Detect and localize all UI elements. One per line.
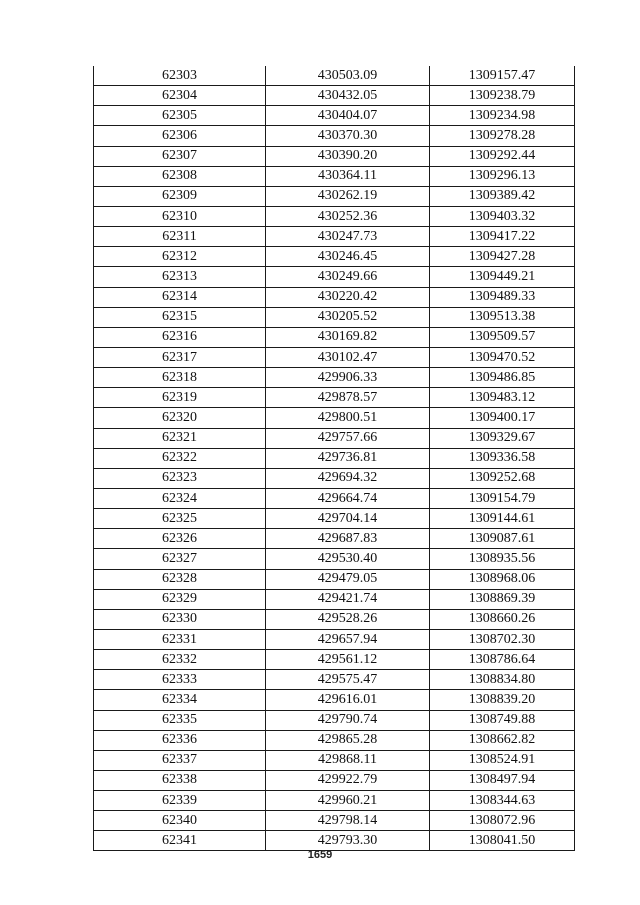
point-id-cell: 62314 — [94, 287, 266, 307]
y-coordinate-cell: 1308660.26 — [430, 609, 575, 629]
point-id-cell: 62326 — [94, 529, 266, 549]
point-id-cell: 62336 — [94, 730, 266, 750]
y-coordinate-cell: 1308834.80 — [430, 670, 575, 690]
point-id-cell: 62335 — [94, 710, 266, 730]
y-coordinate-cell: 1308497.94 — [430, 770, 575, 790]
x-coordinate-cell: 429530.40 — [266, 549, 430, 569]
x-coordinate-cell: 429800.51 — [266, 408, 430, 428]
x-coordinate-cell: 430404.07 — [266, 106, 430, 126]
table-row — [94, 126, 575, 146]
point-id-cell: 62310 — [94, 206, 266, 226]
point-id-cell: 62329 — [94, 589, 266, 609]
y-coordinate-cell: 1309513.38 — [430, 307, 575, 327]
point-id-cell: 62306 — [94, 126, 266, 146]
y-coordinate-cell: 1308869.39 — [430, 589, 575, 609]
table-row — [94, 589, 575, 609]
x-coordinate-cell: 430390.20 — [266, 146, 430, 166]
table-row — [94, 327, 575, 347]
table-row — [94, 347, 575, 367]
y-coordinate-cell: 1309234.98 — [430, 106, 575, 126]
x-coordinate-cell: 429868.11 — [266, 750, 430, 770]
y-coordinate-cell: 1309486.85 — [430, 368, 575, 388]
table-row — [94, 388, 575, 408]
table-row — [94, 247, 575, 267]
table-row — [94, 831, 575, 851]
x-coordinate-cell: 430432.05 — [266, 86, 430, 106]
y-coordinate-cell: 1308749.88 — [430, 710, 575, 730]
x-coordinate-cell: 430503.09 — [266, 66, 430, 86]
point-id-cell: 62328 — [94, 569, 266, 589]
table-row — [94, 106, 575, 126]
table-row — [94, 186, 575, 206]
table-row — [94, 609, 575, 629]
x-coordinate-cell: 429793.30 — [266, 831, 430, 851]
point-id-cell: 62304 — [94, 86, 266, 106]
x-coordinate-cell: 429616.01 — [266, 690, 430, 710]
y-coordinate-cell: 1308935.56 — [430, 549, 575, 569]
table-row — [94, 750, 575, 770]
page-number: 1659 — [307, 849, 333, 861]
x-coordinate-cell: 429687.83 — [266, 529, 430, 549]
point-id-cell: 62333 — [94, 670, 266, 690]
point-id-cell: 62325 — [94, 509, 266, 529]
y-coordinate-cell: 1308041.50 — [430, 831, 575, 851]
point-id-cell: 62315 — [94, 307, 266, 327]
table-row — [94, 227, 575, 247]
table-row — [94, 791, 575, 811]
x-coordinate-cell: 429421.74 — [266, 589, 430, 609]
x-coordinate-cell: 430249.66 — [266, 267, 430, 287]
table-row — [94, 549, 575, 569]
table-row — [94, 710, 575, 730]
y-coordinate-cell: 1309400.17 — [430, 408, 575, 428]
point-id-cell: 62309 — [94, 186, 266, 206]
point-id-cell: 62318 — [94, 368, 266, 388]
point-id-cell: 62330 — [94, 609, 266, 629]
table-row — [94, 650, 575, 670]
x-coordinate-cell: 430247.73 — [266, 227, 430, 247]
table-row — [94, 629, 575, 649]
point-id-cell: 62321 — [94, 428, 266, 448]
y-coordinate-cell: 1309389.42 — [430, 186, 575, 206]
x-coordinate-cell: 430370.30 — [266, 126, 430, 146]
x-coordinate-cell: 429664.74 — [266, 488, 430, 508]
x-coordinate-cell: 429528.26 — [266, 609, 430, 629]
table-row — [94, 267, 575, 287]
table-row — [94, 307, 575, 327]
y-coordinate-cell: 1309470.52 — [430, 347, 575, 367]
y-coordinate-cell: 1308839.20 — [430, 690, 575, 710]
x-coordinate-cell: 429960.21 — [266, 791, 430, 811]
table-row — [94, 428, 575, 448]
y-coordinate-cell: 1309087.61 — [430, 529, 575, 549]
table-row — [94, 509, 575, 529]
y-coordinate-cell: 1309329.67 — [430, 428, 575, 448]
y-coordinate-cell: 1309252.68 — [430, 468, 575, 488]
coordinates-table-body — [94, 66, 575, 851]
table-row — [94, 166, 575, 186]
y-coordinate-cell: 1309403.32 — [430, 206, 575, 226]
y-coordinate-cell: 1308344.63 — [430, 791, 575, 811]
x-coordinate-cell: 430262.19 — [266, 186, 430, 206]
point-id-cell: 62305 — [94, 106, 266, 126]
x-coordinate-cell: 429878.57 — [266, 388, 430, 408]
x-coordinate-cell: 430364.11 — [266, 166, 430, 186]
point-id-cell: 62339 — [94, 791, 266, 811]
x-coordinate-cell: 429657.94 — [266, 629, 430, 649]
table-row — [94, 146, 575, 166]
point-id-cell: 62331 — [94, 629, 266, 649]
table-row — [94, 529, 575, 549]
point-id-cell: 62322 — [94, 448, 266, 468]
table-row — [94, 670, 575, 690]
table-row — [94, 690, 575, 710]
x-coordinate-cell: 429736.81 — [266, 448, 430, 468]
point-id-cell: 62323 — [94, 468, 266, 488]
y-coordinate-cell: 1309278.28 — [430, 126, 575, 146]
point-id-cell: 62327 — [94, 549, 266, 569]
table-row — [94, 468, 575, 488]
y-coordinate-cell: 1309238.79 — [430, 86, 575, 106]
table-row — [94, 730, 575, 750]
x-coordinate-cell: 429575.47 — [266, 670, 430, 690]
y-coordinate-cell: 1309427.28 — [430, 247, 575, 267]
x-coordinate-cell: 430246.45 — [266, 247, 430, 267]
y-coordinate-cell: 1308786.64 — [430, 650, 575, 670]
x-coordinate-cell: 429694.32 — [266, 468, 430, 488]
point-id-cell: 62307 — [94, 146, 266, 166]
y-coordinate-cell: 1308524.91 — [430, 750, 575, 770]
y-coordinate-cell: 1308072.96 — [430, 811, 575, 831]
x-coordinate-cell: 430169.82 — [266, 327, 430, 347]
table-row — [94, 86, 575, 106]
x-coordinate-cell: 429906.33 — [266, 368, 430, 388]
y-coordinate-cell: 1308968.06 — [430, 569, 575, 589]
point-id-cell: 62311 — [94, 227, 266, 247]
point-id-cell: 62312 — [94, 247, 266, 267]
x-coordinate-cell: 429790.74 — [266, 710, 430, 730]
point-id-cell: 62337 — [94, 750, 266, 770]
x-coordinate-cell: 429479.05 — [266, 569, 430, 589]
y-coordinate-cell: 1308662.82 — [430, 730, 575, 750]
y-coordinate-cell: 1308702.30 — [430, 629, 575, 649]
table-row — [94, 488, 575, 508]
x-coordinate-cell: 429561.12 — [266, 650, 430, 670]
table-row — [94, 811, 575, 831]
y-coordinate-cell: 1309157.47 — [430, 66, 575, 86]
y-coordinate-cell: 1309449.21 — [430, 267, 575, 287]
table-row — [94, 287, 575, 307]
point-id-cell: 62316 — [94, 327, 266, 347]
table-row — [94, 569, 575, 589]
point-id-cell: 62319 — [94, 388, 266, 408]
x-coordinate-cell: 430220.42 — [266, 287, 430, 307]
y-coordinate-cell: 1309509.57 — [430, 327, 575, 347]
y-coordinate-cell: 1309336.58 — [430, 448, 575, 468]
x-coordinate-cell: 430102.47 — [266, 347, 430, 367]
point-id-cell: 62334 — [94, 690, 266, 710]
point-id-cell: 62313 — [94, 267, 266, 287]
point-id-cell: 62324 — [94, 488, 266, 508]
y-coordinate-cell: 1309292.44 — [430, 146, 575, 166]
table-row — [94, 206, 575, 226]
y-coordinate-cell: 1309144.61 — [430, 509, 575, 529]
x-coordinate-cell: 430205.52 — [266, 307, 430, 327]
x-coordinate-cell: 429865.28 — [266, 730, 430, 750]
table-row — [94, 770, 575, 790]
point-id-cell: 62320 — [94, 408, 266, 428]
table-row — [94, 66, 575, 86]
y-coordinate-cell: 1309489.33 — [430, 287, 575, 307]
x-coordinate-cell: 429704.14 — [266, 509, 430, 529]
x-coordinate-cell: 429798.14 — [266, 811, 430, 831]
y-coordinate-cell: 1309296.13 — [430, 166, 575, 186]
x-coordinate-cell: 430252.36 — [266, 206, 430, 226]
x-coordinate-cell: 429757.66 — [266, 428, 430, 448]
y-coordinate-cell: 1309417.22 — [430, 227, 575, 247]
table-row — [94, 408, 575, 428]
x-coordinate-cell: 429922.79 — [266, 770, 430, 790]
coordinates-table — [93, 66, 575, 851]
point-id-cell: 62338 — [94, 770, 266, 790]
point-id-cell: 62340 — [94, 811, 266, 831]
point-id-cell: 62341 — [94, 831, 266, 851]
y-coordinate-cell: 1309483.12 — [430, 388, 575, 408]
point-id-cell: 62332 — [94, 650, 266, 670]
point-id-cell: 62317 — [94, 347, 266, 367]
table-row — [94, 368, 575, 388]
point-id-cell: 62308 — [94, 166, 266, 186]
y-coordinate-cell: 1309154.79 — [430, 488, 575, 508]
point-id-cell: 62303 — [94, 66, 266, 86]
table-row — [94, 448, 575, 468]
